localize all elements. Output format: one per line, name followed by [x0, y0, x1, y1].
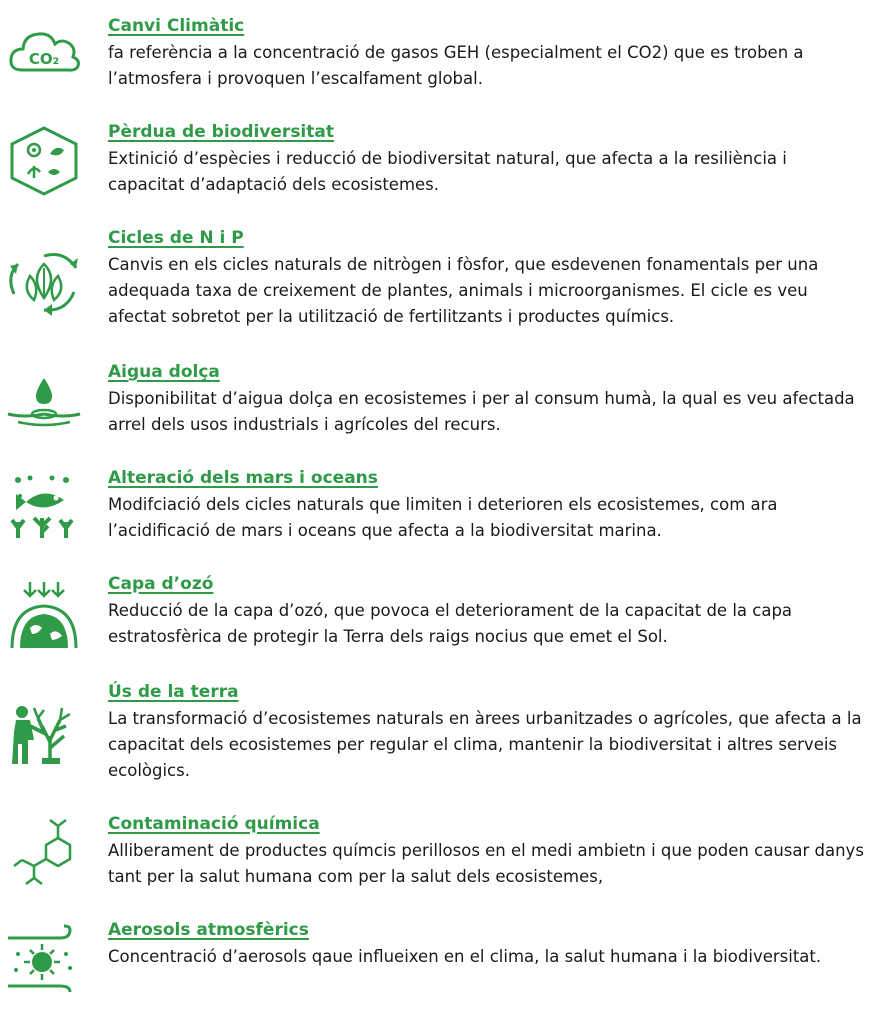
item-title: Contaminació química	[108, 814, 320, 834]
item-description: Canvis en els cicles naturals de nitrògen i fòsfor, que esdevenen fonamentals per una adequada taxa de creixement de plantes, animals i microorganismes. El cicle es veu afectat sobretot per la utilització de fertilitzants i productes químics.	[108, 255, 819, 326]
item-description: Extinició d’espècies i reducció de biodiversitat natural, que afecta a la resiliència i capacitat d’adaptació dels ecosistemes.	[108, 149, 787, 194]
water-drop-icon	[4, 366, 84, 436]
item-title: Aerosols atmosfèrics	[108, 920, 309, 940]
item-description: Concentració d’aerosols qaue influeixen en el clima, la salut humana i la biodiversitat.	[108, 947, 822, 966]
item-description: Alliberament de productes químcis perillosos en el medi ambietn i que poden causar danys tant per la salut humana com per la salut dels ecosistemes,	[108, 841, 864, 886]
item-description: fa referència a la concentració de gasos GEH (especialment el CO2) que es troben a l’atmosfera i provoquen l’escalfament global.	[108, 43, 804, 88]
item-description: Reducció de la capa d’ozó, que povoca el deteriorament de la capacitat de la capa estratosfèrica de protegir la Terra dels raigs nocius que emet el Sol.	[108, 601, 793, 646]
item-title: Cicles de N i P	[108, 228, 244, 248]
item-title: Ús de la terra	[108, 682, 239, 702]
leaves-cycle-icon	[4, 246, 84, 316]
item-description: La transformació d’ecosistemes naturals en àrees urbanitzades o agrícoles, que afecta a la capacitat dels ecosistemes per regular el clima, mantenir la biodiversitat i altres serveis ecològics.	[108, 709, 862, 780]
ozone-earth-icon	[4, 578, 84, 648]
aerosol-particles-icon	[4, 924, 84, 994]
biodiversity-hexagon-icon	[4, 126, 84, 196]
item-description: Disponibilitat d’aigua dolça en ecosistemes i per al consum humà, la qual es veu afectada arrel dels usos industrials i agrícoles del recurs.	[108, 389, 855, 434]
person-cutting-tree-icon	[4, 696, 84, 766]
item-title: Alteració dels mars i oceans	[108, 468, 378, 488]
chemical-molecule-icon	[4, 818, 84, 888]
item-title: Canvi Climàtic	[108, 16, 245, 36]
svg-text:CO₂: CO₂	[28, 50, 60, 68]
item-title: Aigua dolça	[108, 362, 220, 382]
fish-coral-icon	[4, 472, 84, 542]
co2-cloud-icon	[4, 20, 84, 90]
item-title: Pèrdua de biodiversitat	[108, 122, 334, 142]
item-title: Capa d’ozó	[108, 574, 214, 594]
item-description: Modifciació dels cicles naturals que limiten i deterioren els ecosistemes, com ara l’acidificació de mars i oceans que afecta a la biodiversitat marina.	[108, 495, 778, 540]
